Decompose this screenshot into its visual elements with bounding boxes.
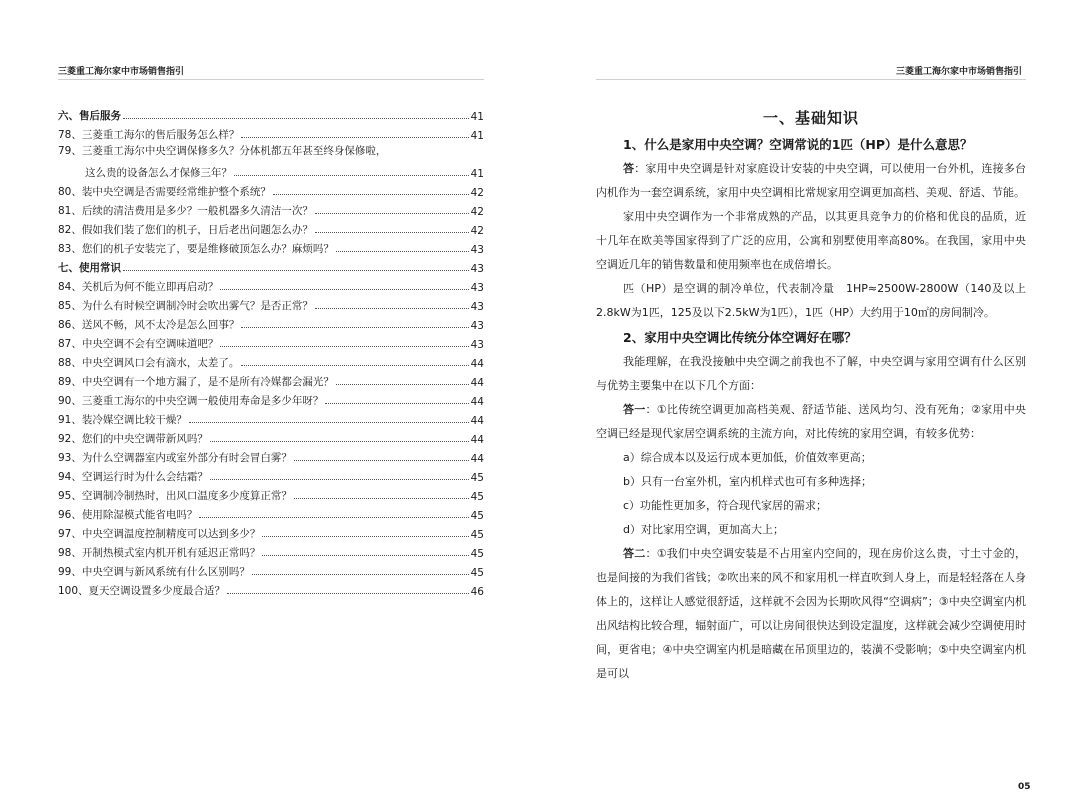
toc-page-number: 43 bbox=[470, 301, 484, 313]
toc-dot-leader bbox=[189, 422, 469, 423]
toc-entry-row bbox=[58, 351, 484, 370]
toc-entry-title: 93、为什么空调器室内或室外部分有时会冒白雾？ bbox=[58, 452, 292, 464]
toc-entry-title: 90、三菱重工海尔的中央空调一般使用寿命是多少年呀？ bbox=[58, 395, 324, 407]
toc-dot-leader bbox=[241, 365, 468, 366]
toc-entry-title: 89、中央空调有一个地方漏了，是不是所有冷媒都会漏光？ bbox=[58, 376, 334, 388]
toc-section-row bbox=[58, 104, 484, 123]
toc-dot-leader bbox=[294, 460, 469, 461]
toc-page-number: 43 bbox=[470, 320, 484, 332]
toc-page-number: 44 bbox=[470, 453, 484, 465]
toc-entry-title: 98、开制热模式室内机开机有延迟正常吗？ bbox=[58, 547, 261, 559]
toc-entry-title: 81、后续的清洁费用是多少？一般机器多久清洁一次？ bbox=[58, 205, 313, 217]
toc-entry-row bbox=[58, 408, 484, 427]
toc-entry-row bbox=[58, 199, 484, 218]
toc-entry-title: 91、装冷媒空调比较干燥？ bbox=[58, 414, 187, 426]
toc-page-number: 41 bbox=[470, 168, 484, 180]
toc-dot-leader bbox=[220, 346, 468, 347]
toc-entry-title: 92、您们的中央空调带新风吗？ bbox=[58, 433, 208, 445]
toc-page-number: 45 bbox=[470, 548, 484, 560]
toc-page-number: 43 bbox=[470, 282, 484, 294]
toc-entry-title: 82、假如我们装了您们的机子，日后老出问题怎么办？ bbox=[58, 224, 313, 236]
right-running-header: 三菱重工海尔家中市场销售指引 bbox=[895, 67, 1022, 77]
toc-page-number: 43 bbox=[470, 339, 484, 351]
toc-entry-row bbox=[58, 218, 484, 237]
toc-entry-row bbox=[58, 541, 484, 560]
toc-page-number: 44 bbox=[470, 377, 484, 389]
toc-entry-title: 七、使用常识 bbox=[58, 262, 121, 274]
left-header-rule bbox=[58, 79, 484, 80]
toc-entry-title: 六、售后服务 bbox=[58, 110, 121, 122]
toc-page-number: 41 bbox=[470, 111, 484, 123]
toc-entry-row bbox=[58, 560, 484, 579]
toc-page-number: 45 bbox=[470, 472, 484, 484]
table-of-contents bbox=[58, 104, 484, 598]
toc-entry-row bbox=[58, 161, 484, 180]
toc-entry-row bbox=[58, 370, 484, 389]
toc-entry-row bbox=[58, 142, 484, 161]
toc-entry-row bbox=[58, 465, 484, 484]
toc-page-number: 44 bbox=[470, 396, 484, 408]
toc-entry-title: 86、送风不畅，风不太冷是怎么回事？ bbox=[58, 319, 240, 331]
toc-page-number: 44 bbox=[470, 434, 484, 446]
question-2-intro: 我能理解，在我没接触中央空调之前我也不了解，中央空调与家用空调有什么区别与优势主要集中在以下几个方面： bbox=[596, 355, 1026, 392]
toc-page-number: 45 bbox=[470, 510, 484, 522]
toc-page-number: 45 bbox=[470, 567, 484, 579]
toc-entry-title: 99、中央空调与新风系统有什么区别吗？ bbox=[58, 566, 250, 578]
answer-3-paragraph bbox=[596, 542, 1026, 686]
toc-dot-leader bbox=[234, 175, 469, 176]
toc-dot-leader bbox=[252, 574, 469, 575]
toc-dot-leader bbox=[227, 593, 469, 594]
toc-dot-leader bbox=[220, 289, 468, 290]
toc-entry-title: 100、夏天空调设置多少度最合适？ bbox=[58, 585, 226, 597]
toc-dot-leader bbox=[241, 137, 468, 138]
toc-entry-title: 这么贵的设备怎么才保修三年？ bbox=[85, 167, 232, 179]
toc-dot-leader bbox=[325, 403, 468, 404]
toc-dot-leader bbox=[315, 232, 469, 233]
toc-dot-leader bbox=[123, 118, 469, 119]
toc-entry-title: 94、空调运行时为什么会结霜？ bbox=[58, 471, 208, 483]
answer-1-paragraph-1 bbox=[596, 157, 1026, 205]
toc-entry-title: 96、使用除湿模式能省电吗？ bbox=[58, 509, 198, 521]
toc-page-number: 42 bbox=[470, 206, 484, 218]
answer-2-paragraph-1 bbox=[596, 398, 1026, 446]
left-running-header: 三菱重工海尔家中市场销售指引 bbox=[58, 67, 185, 77]
question-1-heading: 1、什么是家用中央空调？空调常说的1匹（HP）是什么意思？ bbox=[623, 137, 973, 152]
toc-dot-leader bbox=[241, 327, 468, 328]
toc-entry-row bbox=[58, 294, 484, 313]
chapter-title: 一、基础知识 bbox=[762, 109, 859, 127]
toc-entry-title: 87、中央空调不会有空调味道吧？ bbox=[58, 338, 219, 350]
toc-page-number: 45 bbox=[470, 529, 484, 541]
toc-page-number: 43 bbox=[470, 263, 484, 275]
toc-page-number: 43 bbox=[470, 244, 484, 256]
advantage-item-a: a）综合成本以及运行成本更加低，价值效率更高； bbox=[623, 451, 872, 464]
toc-dot-leader bbox=[273, 194, 469, 195]
toc-dot-leader bbox=[210, 479, 469, 480]
toc-section-row bbox=[58, 256, 484, 275]
toc-dot-leader bbox=[199, 517, 468, 518]
toc-entry-title: 88、中央空调风口会有滴水，太差了。 bbox=[58, 357, 240, 369]
toc-entry-title: 95、空调制冷制热时，出风口温度多少度算正常？ bbox=[58, 490, 292, 502]
toc-entry-row bbox=[58, 446, 484, 465]
page-number: 05 bbox=[1018, 782, 1031, 792]
advantage-item-d: d）对比家用空调，更加高大上； bbox=[623, 523, 784, 536]
toc-dot-leader bbox=[262, 555, 468, 556]
answer-1-paragraph-3: 匹（HP）是空调的制冷单位，代表制冷量 1HP≈2500W-2800W（140及以上2.8kW为1匹，125及以下2.5kW为1匹），1匹（HP）大约用于10㎡的房间制冷。 bbox=[596, 282, 1026, 319]
toc-page-number: 41 bbox=[470, 130, 484, 142]
toc-dot-leader bbox=[336, 384, 469, 385]
question-2-heading: 2、家用中央空调比传统分体空调好在哪？ bbox=[623, 330, 857, 345]
answer-1-paragraph-2: 家用中央空调作为一个非常成熟的产品，以其更具竞争力的价格和优良的品质，近十几年在欧美等国家得到了广泛的应用，公寓和别墅使用率高80%。在我国，家用中央空调近几年的销售数量和使用频率也在成倍增长。 bbox=[596, 210, 1026, 271]
toc-entry-row bbox=[58, 503, 484, 522]
toc-page-number: 42 bbox=[470, 225, 484, 237]
toc-entry-row bbox=[58, 389, 484, 408]
advantage-item-c: c）功能性更加多，符合现代家居的需求； bbox=[623, 499, 828, 512]
toc-entry-row bbox=[58, 484, 484, 503]
toc-entry-title: 78、三菱重工海尔的售后服务怎么样？ bbox=[58, 129, 240, 141]
answer-3-text: ：①我们中央空调安装是不占用室内空间的，现在房价这么贵，寸土寸金的，也是间接的为我们省钱；②吹出来的风不和家用机一样直吹到人身上，而是轻轻落在人身体上的，这样让人感觉很舒适，这样就不会因为长期吹风得“空调病”；③中央空调室内机出风结构比较合理，辐射面广，可以让房间很快达到设定温度，这样就会减少空调使用时间，更省电；④中央空调室内机是暗藏在吊顶里边的，装潢不受影响；⑤中央空调室内机是可以 bbox=[596, 547, 1027, 680]
advantage-item-b: b）只有一台室外机，室内机样式也可有多种选择； bbox=[623, 475, 872, 488]
toc-entry-title: 97、中央空调温度控制精度可以达到多少？ bbox=[58, 528, 261, 540]
toc-dot-leader bbox=[336, 251, 469, 252]
toc-entry-title: 84、关机后为何不能立即再启动？ bbox=[58, 281, 219, 293]
toc-page-number: 42 bbox=[470, 187, 484, 199]
toc-dot-leader bbox=[123, 270, 469, 271]
toc-entry-row bbox=[58, 427, 484, 446]
toc-entry-title: 79、三菱重工海尔中央空调保修多久？分体机都五年甚至终身保修啦， bbox=[58, 145, 387, 157]
toc-entry-row bbox=[58, 123, 484, 142]
answer-2-label: 答一 bbox=[623, 403, 646, 416]
toc-entry-row bbox=[58, 332, 484, 351]
toc-entry-title: 85、为什么有时候空调制冷时会吹出雾气？是否正常？ bbox=[58, 300, 313, 312]
toc-page-number: 44 bbox=[470, 358, 484, 370]
right-content bbox=[596, 104, 1026, 686]
toc-entry-row bbox=[58, 180, 484, 199]
toc-dot-leader bbox=[210, 441, 469, 442]
toc-dot-leader bbox=[315, 308, 469, 309]
toc-page-number: 46 bbox=[470, 586, 484, 598]
toc-page-number: 44 bbox=[470, 415, 484, 427]
toc-entry-title: 80、装中央空调是否需要经常维护整个系统？ bbox=[58, 186, 271, 198]
right-header-rule bbox=[596, 79, 1026, 80]
toc-entry-row bbox=[58, 313, 484, 332]
toc-entry-row bbox=[58, 237, 484, 256]
answer-1-label: 答 bbox=[623, 162, 635, 175]
toc-dot-leader bbox=[262, 536, 468, 537]
toc-dot-leader bbox=[294, 498, 469, 499]
answer-2-text: ：①比传统空调更加高档美观、舒适节能、送风均匀、没有死角；②家用中央空调已经是现代家居空调系统的主流方向，对比传统的家用空调，有较多优势： bbox=[596, 403, 1026, 440]
toc-entry-row bbox=[58, 579, 484, 598]
toc-entry-title: 83、您们的机子安装完了，要是维修破顶怎么办？麻烦吗？ bbox=[58, 243, 334, 255]
toc-entry-row bbox=[58, 275, 484, 294]
toc-dot-leader bbox=[315, 213, 469, 214]
toc-page-number: 45 bbox=[470, 491, 484, 503]
answer-1-text: ：家用中央空调是针对家庭设计安装的中央空调，可以使用一台外机，连接多台内机作为一套空调系统，家用中央空调相比常规家用空调更加高档、美观、舒适、节能。 bbox=[596, 162, 1027, 199]
toc-entry-row bbox=[58, 522, 484, 541]
answer-3-label: 答二 bbox=[623, 547, 646, 560]
